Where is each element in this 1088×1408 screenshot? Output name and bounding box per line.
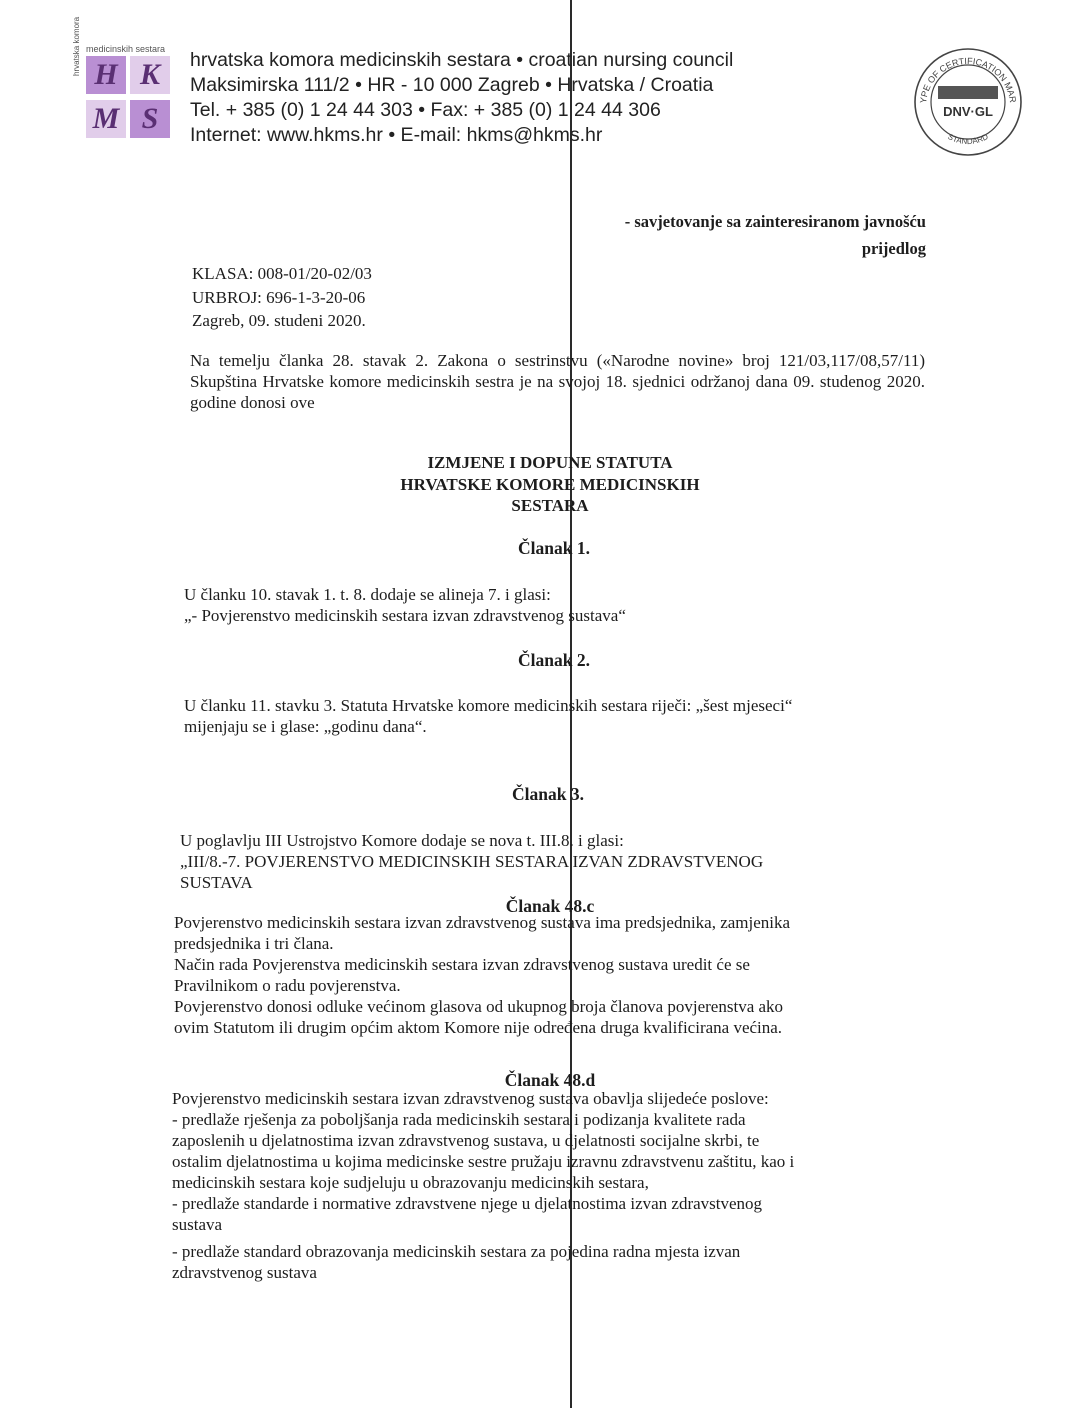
proposal-label: prijedlog xyxy=(861,239,926,258)
article-3-text xyxy=(180,830,763,893)
article-48c-line-3: Način rada Povjerenstva medicinskih sestara izvan zdravstvenog sustava uredit će se xyxy=(174,955,750,974)
article-1-line-2: „- Povjerenstvo medicinskih sestara izvan zdravstvenog sustava“ xyxy=(184,606,626,625)
article-48c-line-2: predsjednika i tri člana. xyxy=(174,934,334,953)
dnv-gl-certification-seal xyxy=(912,46,1024,158)
article-3-heading: Članak 3. xyxy=(512,784,584,804)
document-title xyxy=(300,452,800,517)
title-line-2: HRVATSKE KOMORE MEDICINSKIH xyxy=(400,474,700,494)
logo-letter-s: S xyxy=(130,100,170,138)
article-1-line-1: U članku 10. stavak 1. t. 8. dodaje se alineja 7. i glasi: xyxy=(184,585,551,604)
article-2-text xyxy=(184,695,792,737)
seal-arc-bottom-text: STANDARD xyxy=(946,132,990,147)
document-reference xyxy=(192,262,372,333)
article-48d-line-6: - predlaže standarde i normative zdravstvene njege u djelatnostima izvan zdravstvenog xyxy=(172,1194,763,1213)
article-48c-line-6: ovim Statutom ili drugim općim aktom Komore nije određena druga kvalificirana većina. xyxy=(174,1018,783,1037)
article-48d-line-2: - predlaže rješenja za poboljšanja rada medicinskih sestara i podizanja kvalitete rada xyxy=(172,1110,746,1129)
logo-letter-k: K xyxy=(130,56,170,94)
letterhead-phone-fax: Tel. + 385 (0) 1 24 44 303 • Fax: + 385 (0) 1 24 44 306 xyxy=(190,99,661,121)
article-3-line-3: SUSTAVA xyxy=(180,873,253,892)
intro-paragraph: Na temelju članka 28. stavak 2. Zakona o sestrinstvu («Narodne novine» broj 121/03,117/08,57/11) Skupština Hrvatske komore medicinskih sestra je na svojoj 18. sjednici održanoj dana 09. studenog 2020. godine donosi ove xyxy=(190,351,925,412)
article-48d-line-7: sustava xyxy=(172,1215,223,1234)
title-line-3: SESTARA xyxy=(511,496,589,515)
title-line-1: IZMJENE I DOPUNE STATUTA xyxy=(427,453,673,472)
letterhead-web-email: Internet: www.hkms.hr • E-mail: hkms@hkms.hr xyxy=(190,124,603,146)
letterhead-org-name: hrvatska komora medicinskih sestara • croatian nursing council xyxy=(190,49,734,71)
article-48c-text xyxy=(174,912,790,1038)
seal-center-text: DNV·GL xyxy=(943,104,993,119)
article-1-text xyxy=(184,584,626,626)
logo-letter-h: H xyxy=(86,56,126,94)
article-1-heading: Članak 1. xyxy=(518,538,590,558)
article-48d-text xyxy=(172,1088,794,1283)
consultation-note xyxy=(625,208,926,262)
article-48d-line-9: zdravstvenog sustava xyxy=(172,1263,317,1282)
article-2-line-1: U članku 11. stavku 3. Statuta Hrvatske komore medicinskih sestara riječi: „šest mjeseci“ xyxy=(184,696,793,715)
article-48d-line-1: Povjerenstvo medicinskih sestara izvan zdravstvenog sustava obavlja slijedeće poslove: xyxy=(172,1089,769,1108)
klasa: KLASA: 008-01/20-02/03 xyxy=(192,264,372,283)
consultation-line: - savjetovanje sa zainteresiranom javnošću xyxy=(624,212,926,231)
urbroj: URBROJ: 696-1-3-20-06 xyxy=(192,287,366,307)
place-date: Zagreb, 09. studeni 2020. xyxy=(192,311,366,330)
article-48c-line-5: Povjerenstvo donosi odluke većinom glasova od ukupnog broja članova povjerenstva ako xyxy=(174,997,784,1016)
article-3-line-1: U poglavlju III Ustrojstvo Komore dodaje se nova t. III.8. i glasi: xyxy=(180,831,624,850)
logo-caption-top: medicinskih sestara xyxy=(86,44,166,54)
hkms-logo xyxy=(72,16,178,148)
article-3-line-2: „III/8.-7. POVJERENSTVO MEDICINSKIH SESTARA IZVAN ZDRAVSTVENOG xyxy=(180,852,764,871)
article-48d-line-8: - predlaže standard obrazovanja medicinskih sestara za pojedina radna mjesta izvan xyxy=(172,1242,741,1261)
seal-arc-top-text: YPE OF CERTIFICATION MAR xyxy=(918,55,1018,104)
logo-caption-side: hrvatska komora xyxy=(72,16,81,76)
article-48c-line-1: Povjerenstvo medicinskih sestara izvan zdravstvenog sustava ima predsjednika, zamjenika xyxy=(174,913,791,932)
article-2-line-2: mijenjaju se i glase: „godinu dana“. xyxy=(184,717,427,736)
logo-letter-m: M xyxy=(86,100,126,138)
article-48d-line-5: medicinskih sestara koje sudjeluju u obrazovanju medicinskih sestara, xyxy=(172,1173,649,1192)
article-48d-line-4: ostalim djelatnostima u kojima medicinske sestre pružaju izravnu zdravstvenu zaštitu, kao i xyxy=(172,1152,795,1171)
article-2-heading: Članak 2. xyxy=(518,650,590,670)
letterhead xyxy=(190,48,733,148)
svg-text:STANDARD xyxy=(946,132,990,146)
article-48c-line-4: Pravilnikom o radu povjerenstva. xyxy=(174,976,401,995)
article-48c-heading: Članak 48.c xyxy=(505,896,595,916)
letterhead-address: Maksimirska 111/2 • HR - 10 000 Zagreb • Hrvatska / Croatia xyxy=(190,74,714,96)
article-48d-heading: Članak 48.d xyxy=(504,1070,596,1090)
article-48d-line-3: zaposlenih u djelatnostima izvan zdravstvenog sustava, u djelatnosti socijalne skrbi, te xyxy=(172,1131,760,1150)
